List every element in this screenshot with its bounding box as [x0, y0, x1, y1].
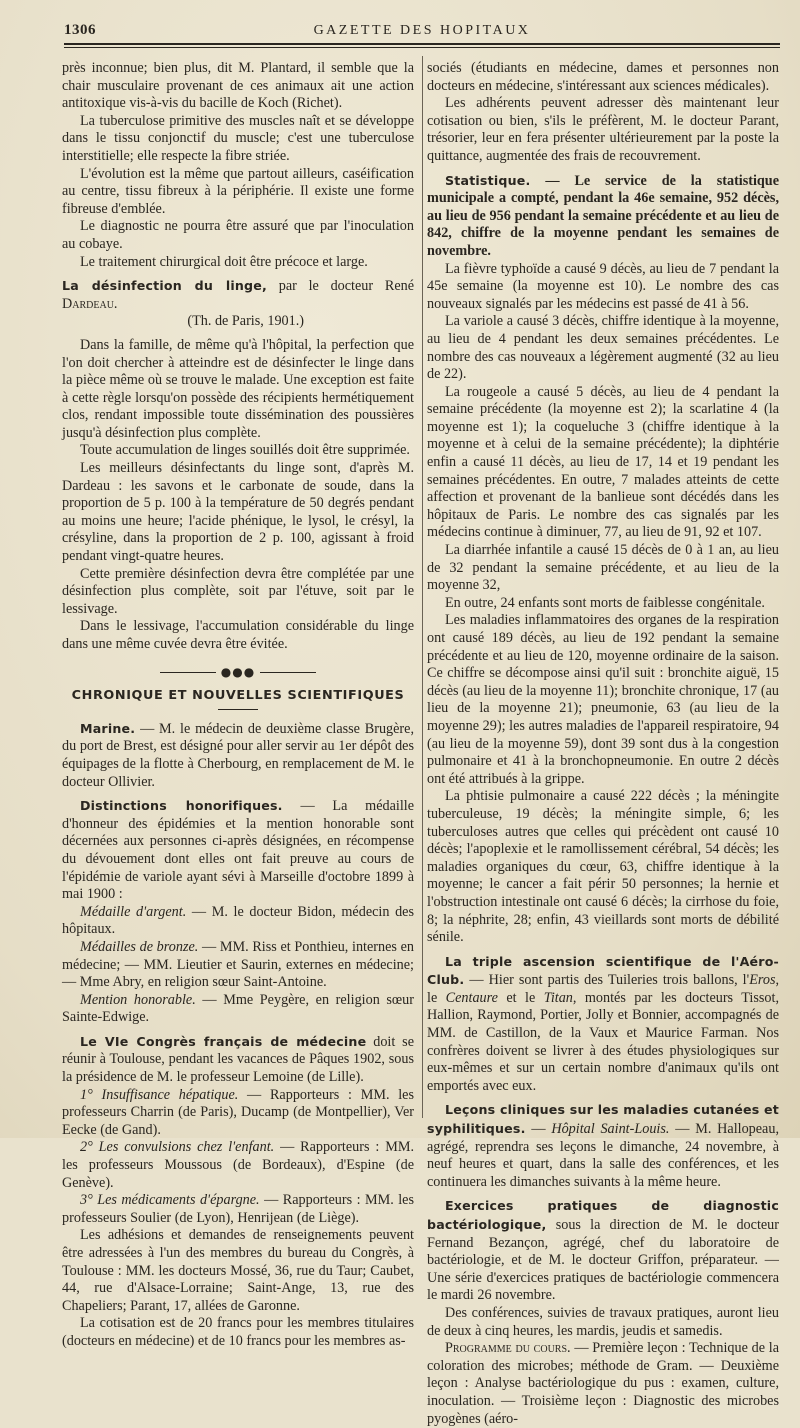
journal-title: GAZETTE DES HOPITAUX [313, 23, 531, 38]
topic-label: 2° Les convulsions chez l'enfant. [80, 1139, 275, 1156]
news-head: Leçons cliniques sur les maladies cutanées et syphilitiques. [427, 1102, 779, 1137]
programme-text: — Première leçon : Technique de la coloration des microbes; méthode de Gram. — Deuxième leçon : Analyse bactériologique du pus : examen, culture, inoculation. — Troisième leçon : Diagnostic des microbes pyogènes (aéro- [427, 1340, 779, 1427]
news-item-marine [62, 720, 414, 791]
page-header [64, 20, 780, 40]
section-title: CHRONIQUE ET NOUVELLES SCIENTIFIQUES [71, 688, 405, 704]
news-head: Le VIe Congrès français de médecine [80, 1033, 367, 1049]
news-item-distinctions [62, 797, 414, 904]
award-argent [62, 904, 414, 939]
article-title: La désinfection du linge, [62, 278, 267, 294]
news-item-exercices [427, 1197, 779, 1305]
award-label: Médailles de bronze. [80, 938, 199, 955]
paragraph: Cette première désinfection devra être complétée par une désinfection plus complète, soit par l'étuve, soit par le lessivage. [62, 565, 414, 617]
paragraph: Les adhésions et demandes de renseignements peuvent être adressées à l'un des membres du bureau du Congrès, à Toulouse : MM. les docteurs Mossé, 36, rue du Taur; Caubet, 44, rue d'Alsace-Lorraine; Saint-Ange, 13, rue des Chapeliers; Parant, 17, allées de Garonne. [62, 1227, 414, 1314]
topic-label: 1° Insuffisance hépatique. [80, 1086, 239, 1103]
news-head: Distinctions honorifiques. [80, 798, 283, 814]
paragraph: Les maladies inflammatoires des organes de la respiration ont causé 189 décès, au lieu de 192 pendant la semaine précédente et au lieu de 120, moyenne ordinaire de la saison. Ce chiffre se décompose ainsi qu'il suit : bronchite aiguë, 15 décès (au lieu de la moyenne 11); bronchite chronique, 17 (au lieu de la moyenne 21); pneumonie, 63 (au lieu de la moyenne 29); les autres maladies de l'appareil respiratoire, 94 (au lieu de la moyenne 59), dont 39 sont dus à la congestion pulmonaire et 41 à la bronchopneumonie. En outre 2 décès ont été attribués à la grippe. [427, 612, 779, 787]
news-head: Marine. [80, 720, 136, 736]
news-text: — Le service de la statistique municipale a compté, pendant la 46e semaine, 952 décès, au lieu de 956 pendant la semaine précédente et au lieu de 842, chiffre de la moyenne pendant les semaines de novembre. [427, 172, 779, 259]
header-rule-thin [64, 47, 780, 48]
right-column [427, 60, 780, 1427]
paragraph: La phtisie pulmonaire a causé 222 décès ; la méningite tuberculeuse, 19 décès; la méningite simple, 6; les tuberculoses autres que celles qui précèdent ont causé 10 décès; l'apoplexie et le ramollissement cérébral, 54 décès; les maladies organiques du cœur, 63, chiffre identique à la moyenne; le cancer a fait périr 50 personnes; la hernie et l'obstruction intestinale ont causé 6 décès; la cirrhose du foie, 8; la néphrite, 28; enfin, 43 vieillards sont morts de débilité sénile. [427, 788, 779, 946]
balloon-name: Titan [543, 989, 573, 1006]
topic-text: — Rapporteurs : MM. les professeurs Charrin (de Paris), Ducamp (de Montpellier), Ver Eecke (de Gand). [62, 1086, 415, 1138]
award-bronze [62, 939, 414, 992]
article-byline: par le docteur René [278, 278, 415, 295]
programme-label: Programme du cours. [445, 1340, 571, 1357]
section-rule [218, 709, 258, 710]
topic-label: 3° Les médicaments d'épargne. [80, 1192, 260, 1209]
article-reference: (Th. de Paris, 1901.) [187, 313, 304, 330]
news-item-lecons: Leçons cliniques sur les maladies cutanées et syphilitiques. — Hôpital Saint-Louis. — M. Hallopeau, agrégé, reprendra ses leçons le dimanche, 24 novembre, à neuf heures et quart, dans la salle des conférences, et les continuera les dimanches suivants à la même heure. [427, 1102, 779, 1190]
paragraph: La rougeole a causé 5 décès, au lieu de 4 pendant la semaine précédente (la moyenne est 2); la scarlatine 4 (la moyenne est 1); la coqueluche 3 (chiffre identique à la moyenne et à celui de la semaine précédente); la diphtérie enfin a causé 11 décès, au lieu de 17, 14 et 19 pendant les semaines précédentes. En outre, 7 malades atteints de cette affection et provenant de la banlieue sont décédés dans les hôpitaux de Paris. Le nombre des cas signalés par les médecins continue à diminuer, 77, au lieu de 91, 92 et 107. [427, 383, 779, 541]
award-text: — M. le docteur Bidon, médecin des hôpitaux. [62, 903, 414, 938]
paragraph: sociés (étudiants en médecine, dames et personnes non docteurs en médecine, s'intéressant aux sciences médicales). [427, 60, 779, 94]
left-column [62, 60, 415, 1349]
congres-topic-3 [62, 1192, 414, 1227]
news-head: Statistique. [445, 172, 531, 188]
header-rule [64, 43, 780, 45]
article-heading-desinfection [62, 277, 414, 313]
news-text: — M. Hallopeau, agrégé, reprendra ses leçons le dimanche, 24 novembre, à neuf heures et quart, dans la salle des conférences, et les continuera les dimanches suivants à la même heure. [427, 1121, 779, 1190]
news-text: et le [497, 989, 544, 1006]
paragraph: Le diagnostic ne pourra être assuré que par l'inoculation au cobaye. [62, 218, 414, 252]
programme [427, 1340, 779, 1428]
paragraph: La fièvre typhoïde a causé 9 décès, au lieu de 7 pendant la 45e semaine (la moyenne est 10). Le nombre des cas nouveaux signalés par les médecins est passé de 41 à 56. [427, 260, 779, 312]
news-text: , le [427, 972, 780, 1006]
paragraph: Les adhérents peuvent adresser dès maintenant leur cotisation ou bien, s'ils le préfèrent, M. le docteur Parant, trésorier, leur en fera présenter ultérieurement par la poste la quittance, augmentée des frais de recouvrement. [427, 95, 779, 164]
paragraph: Dans le lessivage, l'accumulation considérable du linge dans une même cuvée devra être évitée. [62, 618, 414, 652]
paragraph: près inconnue; bien plus, dit M. Plantard, il semble que la chair musculaire provenant de ces animaux ait une action antitoxique vis-à-vis du bacille de Koch (Richet). [62, 60, 414, 112]
award-label: Médaille d'argent. [80, 903, 187, 920]
column-divider [422, 56, 423, 1118]
news-head: Exercices pratiques de diagnostic bactériologique, [427, 1198, 779, 1232]
award-label: Mention honorable. [80, 991, 196, 1008]
award-text: — Mme Peygère, en religion sœur Sainte-Edwige. [62, 991, 414, 1026]
paragraph: L'évolution est la même que partout ailleurs, caséification au centre, tissu fibreux à la périphérie. Il existe une forme fibreuse d'emblée. [62, 165, 414, 217]
news-item-congres [62, 1033, 414, 1087]
congres-topic-1 [62, 1087, 414, 1140]
paragraph: La tuberculose primitive des muscles naît et se développe dans le tissu conjonctif du muscle; c'est une tuberculose interstitielle; elle respecte la fibre striée. [62, 112, 414, 164]
topic-text: — Rapporteurs : MM. les professeurs Soulier (de Lyon), Henrijean (de Liège). [62, 1192, 415, 1226]
paragraph: La cotisation est de 20 francs pour les membres titulaires (docteurs en médecine) et de 10 francs pour les membres as- [62, 1315, 414, 1349]
award-text: — MM. Riss et Ponthieu, internes en médecine; — MM. Lieutier et Saurin, externes en médecine; — Mme Abry, en religion sœur Saint-Antoine. [62, 938, 415, 991]
paragraph: Toute accumulation de linges souillés doit être supprimée. [80, 442, 410, 459]
paragraph: La diarrhée infantile a causé 15 décès de 0 à 1 an, au lieu de 32 pendant la semaine précédente, et au lieu de la moyenne 32, [427, 542, 779, 594]
page-number: 1306 [64, 22, 96, 38]
award-mention [62, 992, 414, 1027]
news-text: , montés par les docteurs Tissot, Hallion, Raymond, Portier, Jolly et Bonnier, accompagnés de MM. de Castillon, de la Vaux et Maurice Farman. Nos confrères doivent se livrer à des études physiologiques sur eux-mêmes et sur un certain nombre d'animaux qu'ils ont emportés avec eux. [427, 989, 779, 1094]
article-author: Dardeau. [62, 295, 118, 312]
news-text: — Hier sont partis des Tuileries trois ballons, l' [469, 972, 750, 989]
news-text: sous la direction de M. le docteur Fernand Bezançon, agrégé, chef du laboratoire de bactériologie, et de M. le docteur Griffon, préparateur. — Une série d'exercices pratiques de bactériologie commencera le mardi 26 novembre. [427, 1217, 780, 1304]
paragraph: En outre, 24 enfants sont morts de faiblesse congénitale. [445, 594, 765, 611]
news-text: — La médaille d'honneur des épidémies et la mention honorable sont décernées aux personnes ci-après désignées, en récompense du dévouement dont elles ont fait preuve au cours de l'épidémie de variole ayant sévi à Marseille d'octobre 1899 à mai 1900 : [62, 798, 415, 903]
news-item-aeroclub [427, 953, 779, 1096]
news-text: — M. le médecin de deuxième classe Brugère, du port de Brest, est désigné pour aller servir au 1er dépôt des équipages de la flotte à Cherbourg, en remplacement de M. le docteur Ollivier. [62, 720, 414, 790]
topic-text: — Rapporteurs : MM. les professeurs Moussous (de Bordeaux), d'Espine (de Genève). [62, 1139, 414, 1191]
paragraph: Le traitement chirurgical doit être précoce et large. [80, 253, 368, 270]
paragraph: Des conférences, suivies de travaux pratiques, auront lieu de deux à cinq heures, les mardis, jeudis et samedis. [427, 1304, 779, 1339]
paragraph: La variole a causé 3 décès, chiffre identique à la moyenne, au lieu de 4 pendant les deux semaines précédentes. Le nombre des cas nouveaux a légèrement augmenté (32 au lieu de 22). [427, 313, 779, 383]
news-item-statistique [427, 172, 779, 261]
hospital-name: Hôpital Saint-Louis. [551, 1121, 670, 1138]
section-ornament: ●●● [62, 664, 414, 682]
balloon-name: Centaure [445, 989, 498, 1006]
news-head: La triple ascension scientifique de l'Aéro-Club. [427, 953, 779, 988]
balloon-name: Eros [749, 972, 776, 989]
paragraph: Les meilleurs désinfectants du linge sont, d'après M. Dardeau : les savons et le carbonate de soude, dans la proportion de 5 p. 100 à la température de 50 degrés pendant au moins une heure; l'acide phénique, le lysol, le crésyl, la crésyline, dans la proportion de 2 p. 100, agissant à froid pendant vingt-quatre heures. [62, 460, 414, 565]
news-text: doit se réunir à Toulouse, pendant les vacances de Pâques 1902, sous la présidence de M. le professeur Lemoine (de Lille). [62, 1033, 415, 1086]
paragraph: Dans la famille, de même qu'à l'hôpital, la perfection que l'on doit chercher à atteindre est de désinfecter le linge dans la pièce même où se trouve le malade. Une exception est faite à cette règle lorsqu'on possède des récipients hermétiquement clos, rendant impossible toute dissémination des poussières jusqu'à désinfection plus complète. [62, 336, 414, 441]
congres-topic-2 [62, 1139, 414, 1192]
